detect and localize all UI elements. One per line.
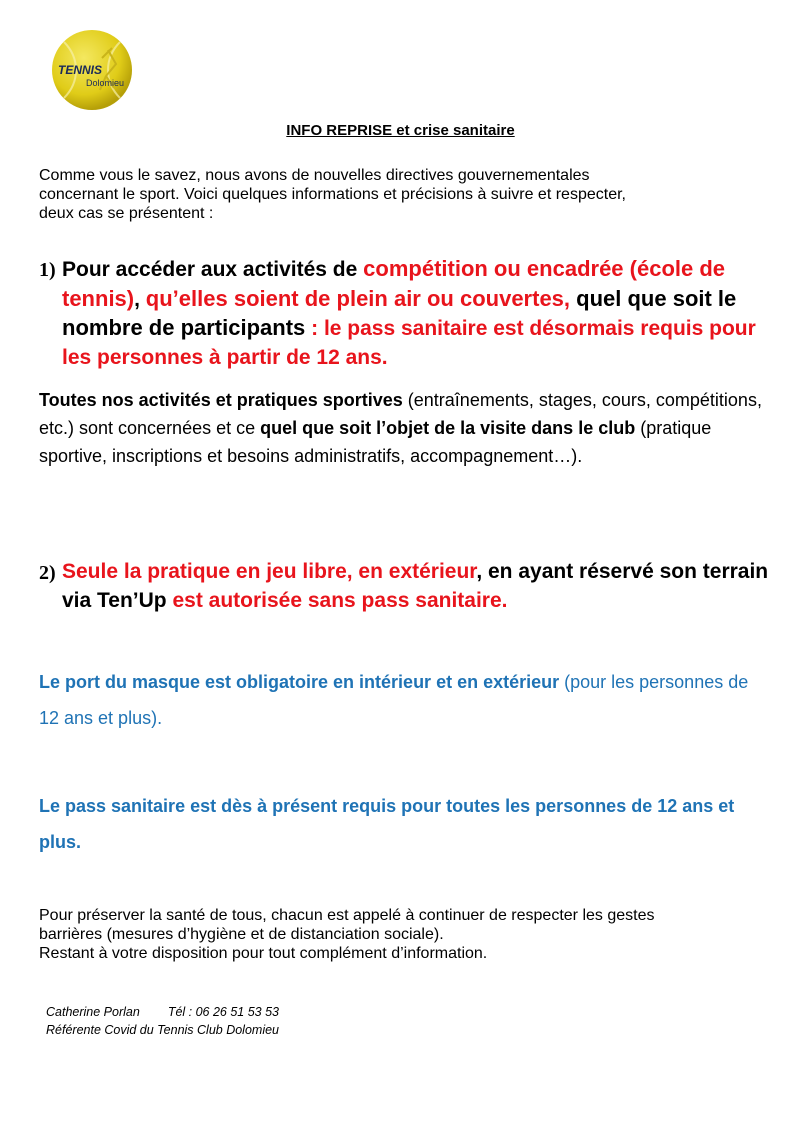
closing-line: Pour préserver la santé de tous, chacun est appelé à continuer de respecter les gestes [39,907,655,924]
case-1-outdoor: qu’elles soient de plein air ou couvertes, [145,285,571,311]
intro-line: deux cas se présentent : [39,205,214,222]
intro-line: concernant le sport. Voici quelques informations et précisions à suivre et respecter, [39,186,626,203]
case-2 [39,558,769,615]
signature-name: Catherine Porlan [46,1005,140,1019]
case-2-text [39,558,769,615]
all-activities-paragraph [39,386,769,470]
all-activities-bold-1: Toutes nos activités et pratiques sportives [39,390,403,410]
case-2-no-pass: est autorisée sans pass sanitaire. [172,588,508,612]
tennis-club-logo [50,28,134,112]
mask-notice-text: (pour les personnes de 12 ans et plus). [39,672,749,728]
tennis-ball-logo-icon [50,28,134,112]
case-2-number: 2) [39,562,56,584]
case-1-text [39,255,769,372]
case-1-competition: compétition ou encadrée (école de tennis) [62,256,726,311]
case-1-colon: : [305,317,324,340]
mask-notice-bold: Le port du masque est obligatoire en intérieur et en extérieur [39,672,560,692]
all-activities-text-1: (entraînements, stages, cours, compétitions, etc.) sont concernées et ce [39,390,762,438]
case-1-pass-required: le pass sanitaire est désormais requis pour les personnes à partir de 12 ans. [62,317,756,369]
all-activities-text-2: (pratique sportive, inscriptions et besoins administratifs, accompagnement…). [39,418,712,466]
case-1-number: 1) [39,259,56,281]
case-1-lead: Pour accéder aux activités de [62,258,364,281]
page-title: INFO REPRISE et crise sanitaire [286,122,515,139]
mask-notice [39,664,769,736]
signature [46,1003,279,1039]
logo-word-tennis: TENNIS [58,63,103,77]
signature-role: Référente Covid du Tennis Club Dolomieu [46,1023,280,1037]
case-1-sep: , [134,287,146,311]
closing-line: barrières (mesures d’hygiène et de distanciation sociale). [39,926,444,943]
signature-phone: Tél : 06 26 51 53 53 [167,1005,280,1019]
closing-line: Restant à votre disposition pour tout complément d’information. [39,945,488,962]
case-2-free-play: Seule la pratique en jeu libre, en extérieur [62,560,477,583]
case-2-tenup: , en ayant réservé son terrain via Ten’Up [62,560,769,612]
pass-notice: Le pass sanitaire est dès à présent requis pour toutes les personnes de 12 ans et plus. [39,796,735,852]
case-1-participants: quel que soit le nombre de participants [62,285,737,340]
all-activities-bold-2: quel que soit l’objet de la visite dans le club [260,418,636,438]
case-1 [39,255,769,372]
logo-word-dolomieu: Dolomieu [86,78,125,88]
intro-line: Comme vous le savez, nous avons de nouvelles directives gouvernementales [39,167,590,184]
intro-paragraph [39,166,769,223]
closing-paragraph [39,906,779,963]
